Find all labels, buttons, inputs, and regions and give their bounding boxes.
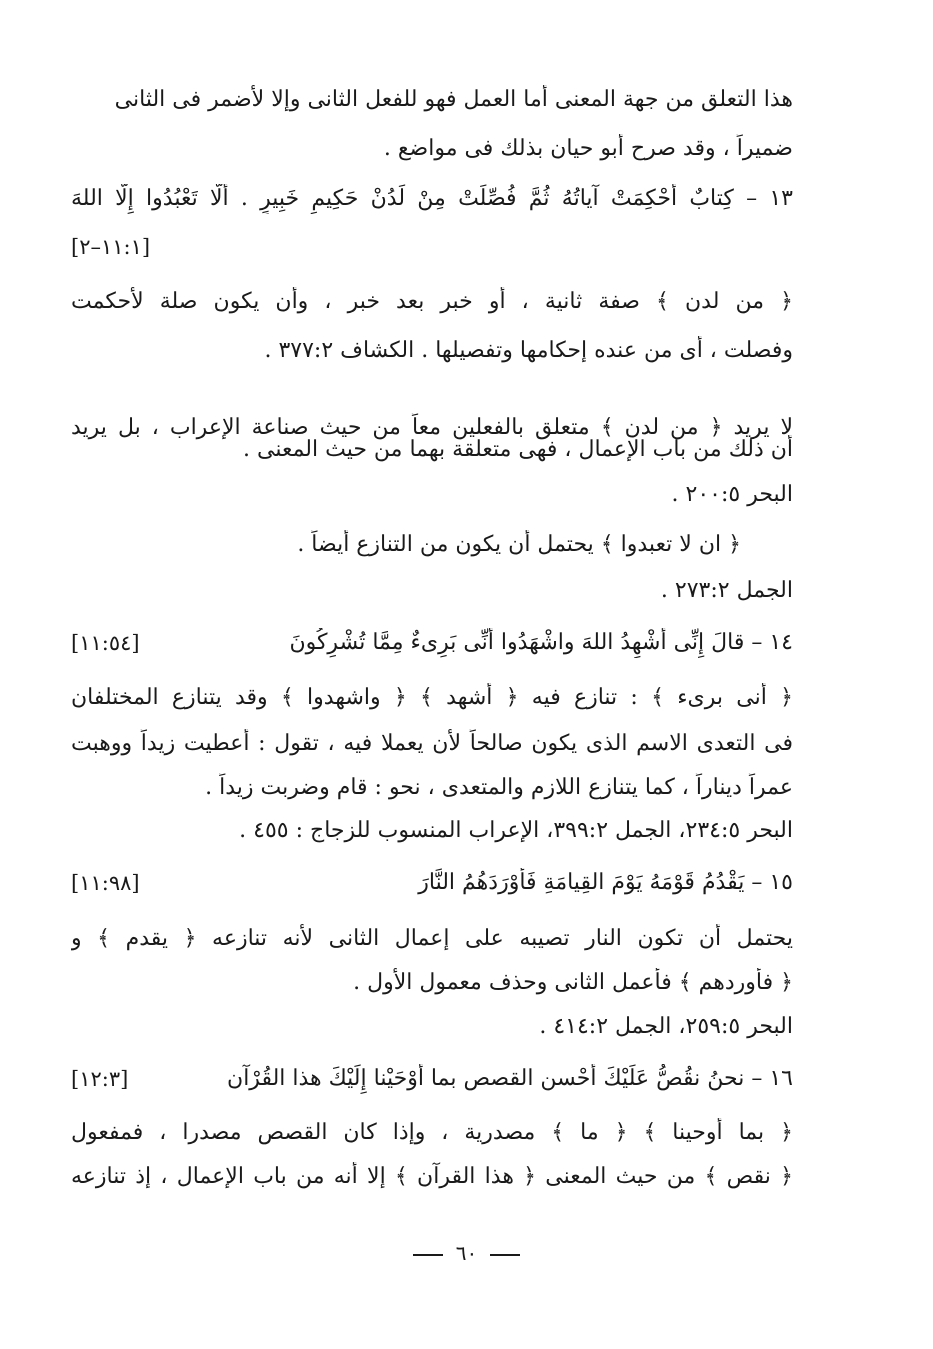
text-line: ﴿ نقص ﴾ من حيث المعنى ﴿ هذا القرآن ﴾ إلا أنه من باب الإعمال ، إذ تنازعه [71, 1164, 793, 1189]
text-line: البحر ٢٣٤:٥، الجمل ٣٩٩:٢، الإعراب المنسوب للزجاج : ٤٥٥ . [239, 818, 793, 843]
text-line: عمراً ديناراً ، كما يتنازع اللازم والمتعدى ، نحو : قام وضربت زيداً . [205, 775, 793, 800]
verse-reference: [١١:٥٤] [71, 631, 140, 655]
text-line: البحر ٢٠٠:٥ . [671, 482, 793, 507]
folio-dash-right [490, 1254, 520, 1256]
text-line: ﴿ بما أوحينا ﴾ ﴿ ما ﴾ مصدرية ، وإذا كان القصص مصدرا ، فمفعول [71, 1120, 793, 1145]
text-line: ﴿ من لدن ﴾ صفة ثانية ، أو خبر بعد خبر ، وأن يكون صلة لأحكمت [71, 289, 793, 314]
text-line: الجمل ٢٧٣:٢ . [660, 578, 793, 603]
text-line: ﴿ أنى برىء ﴾ : تنازع فيه ﴿ أشهد ﴾ ﴿ واشهدوا ﴾ وقد يتنازع المختلفان [71, 685, 793, 710]
page-number [0, 1238, 933, 1268]
text-line: ضميراً ، وقد صرح أبو حيان بذلك فى مواضع . [383, 136, 793, 161]
text-line: ١٤ – قالَ إِنِّى أُشْهِدُ اللهَ واشْهَدُوا أَنِّى بَرِىءٌ مِمَّا تُشْرِكُونَ [289, 630, 793, 655]
text-line: وفصلت ، أى من عنده إحكامها وتفصيلها . الكشاف ٣٧٧:٢ . [264, 338, 793, 363]
verse-reference: [١١:١–٢] [71, 235, 151, 259]
text-line: البحر ٢٥٩:٥، الجمل ٤١٤:٢ . [539, 1014, 793, 1039]
text-line: ﴿ ان لا تعبدوا ﴾ يحتمل أن يكون من التنازع أيضاً . [297, 532, 741, 557]
verse-reference: [١٢:٣] [71, 1067, 129, 1091]
text-line: لا يريد ﴿ من لدن ﴾ متعلق بالفعلين معاً من حيث صناعة الإعراب ، بل يريد [71, 415, 793, 440]
text-line: يحتمل أن تكون النار تصيبه على إعمال الثانى لأنه تنازعه ﴿ يقدم ﴾ و [71, 926, 793, 951]
verse-reference: [١١:٩٨] [71, 871, 140, 895]
page-number-text: ٦٠ [455, 1241, 478, 1265]
text-line: هذا التعلق من جهة المعنى أما العمل فهو للفعل الثانى وإلا لأضمر فى الثانى [114, 87, 793, 112]
text-line: ١٥ – يَقْدُمُ قَوْمَهُ يَوْمَ القِيامَةِ فَأَوْرَدَهُمُ النَّارَ [418, 870, 793, 895]
text-line: فى التعدى الاسم الذى يكون صالحاً لأن يعملا فيه ، تقول : أعطيت زيداً ووهبت [71, 731, 793, 756]
folio-dash-left [413, 1254, 443, 1256]
text-line: ١٣ – كِتابٌ أُحْكِمَتْ آياتُهُ ثُمَّ فُصِّلَتْ مِنْ لَدُنْ حَكِيمٍ خَبِيرٍ . أَلَّا تَعْبُدُوا إِلَّا اللهَ [71, 186, 793, 211]
text-line: ١٦ – نحنُ نقُصُّ عَلَيْكَ أحْسن القصص بما أَوْحَيْنا إِلَيْكَ هذا القُرْآن [227, 1066, 793, 1091]
text-line: أن ذلك من باب الإعمال ، فهى متعلقة بهما من حيث المعنى . [243, 437, 793, 462]
text-line: ﴿ فأوردهم ﴾ فأعمل الثانى وحذف معمول الأول . [353, 970, 793, 995]
